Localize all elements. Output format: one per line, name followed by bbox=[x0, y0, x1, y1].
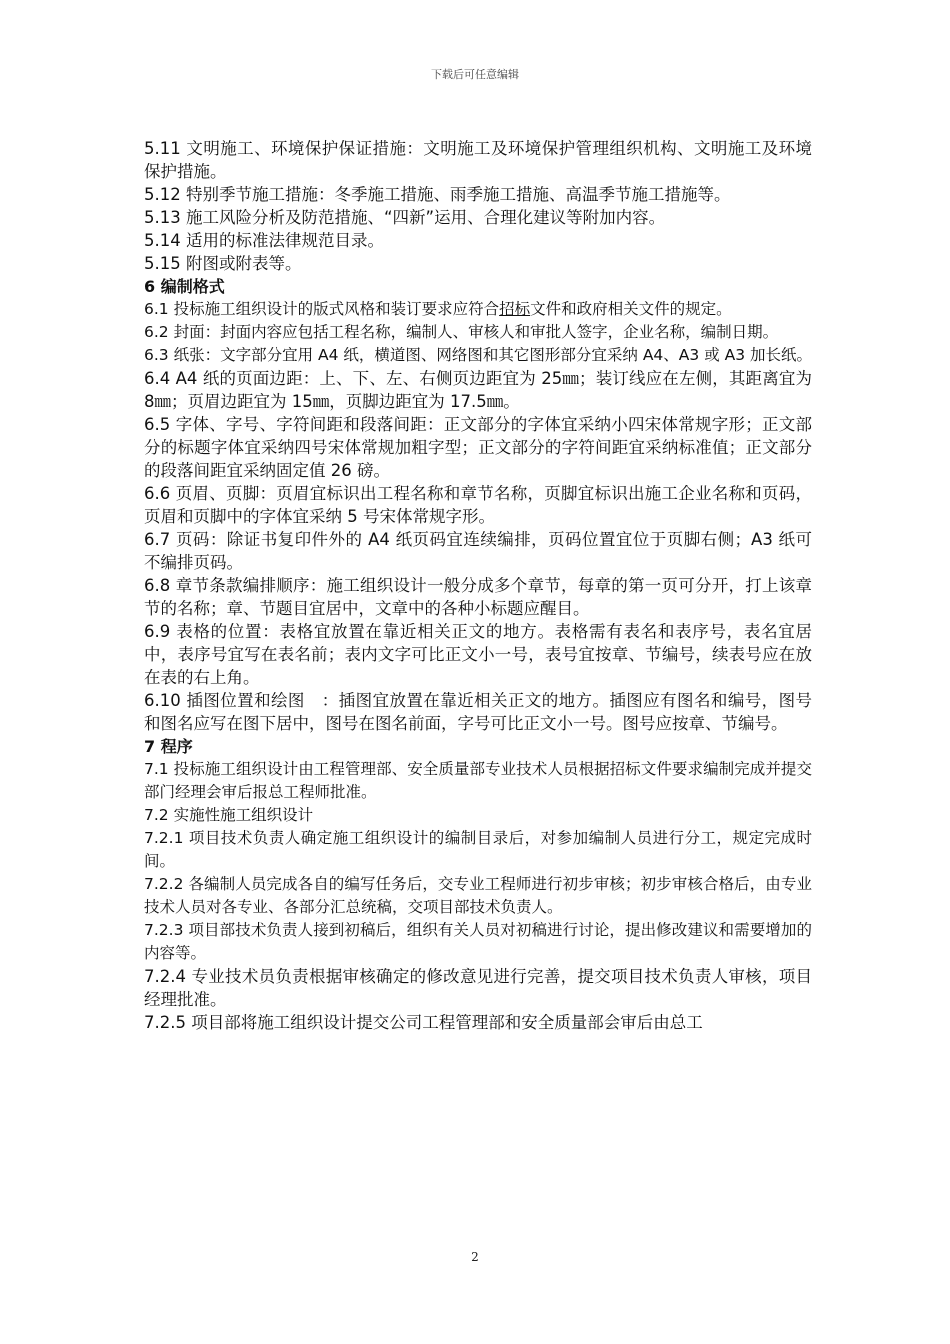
clause-number: 7.2.5 bbox=[144, 1013, 186, 1032]
para-7-2-4 bbox=[144, 965, 812, 1011]
clause-number: 7.2.4 bbox=[144, 967, 186, 986]
clause-number: 5.14 bbox=[144, 231, 181, 250]
clause-text: 插图位置和绘图 ：插图宜放置在靠近相关正文的地方。插图应有图名和编号，图号和图名应写在图下居中，图号在图名前面，字号可比正文小一号。图号应按章、节编号。 bbox=[144, 691, 812, 733]
section-heading-7 bbox=[144, 735, 812, 758]
clause-number: 6.9 bbox=[144, 622, 171, 641]
para-6-5 bbox=[144, 413, 812, 482]
para-7-1 bbox=[144, 758, 812, 804]
para-7-2-2 bbox=[144, 873, 812, 919]
clause-number: 5.11 bbox=[144, 139, 181, 158]
para-5-15 bbox=[144, 252, 812, 275]
para-6-7 bbox=[144, 528, 812, 574]
para-6-1 bbox=[144, 298, 812, 321]
clause-text: 实施性施工组织设计 bbox=[168, 806, 314, 824]
para-6-2 bbox=[144, 321, 812, 344]
document-body bbox=[144, 137, 812, 1034]
para-6-8 bbox=[144, 574, 812, 620]
clause-text: 适用的标准法律规范目录。 bbox=[180, 231, 384, 250]
underlined-term: 招标 bbox=[499, 300, 531, 318]
clause-text: 施工风险分析及防范措施、“四新”运用、合理化建议等附加内容。 bbox=[180, 208, 666, 227]
clause-number: 5.13 bbox=[144, 208, 181, 227]
para-7-2 bbox=[144, 804, 812, 827]
clause-number: 6.8 bbox=[144, 576, 171, 595]
clause-number: 5.12 bbox=[144, 185, 181, 204]
para-5-13 bbox=[144, 206, 812, 229]
para-7-2-1 bbox=[144, 827, 812, 873]
section-number: 7 bbox=[144, 737, 156, 756]
clause-number: 7.2.3 bbox=[144, 921, 184, 939]
clause-text: 页码：除证书复印件外的 A4 纸页码宜连续编排，页码位置宜位于页脚右侧；A3 纸可不编排页码。 bbox=[144, 530, 812, 572]
clause-number: 6.6 bbox=[144, 484, 171, 503]
clause-number: 7.2.2 bbox=[144, 875, 184, 893]
clause-text: 章节条款编排顺序：施工组织设计一般分成多个章节，每章的第一页可分开，打上该章节的名称；章、节题目宜居中，文章中的各种小标题应醒目。 bbox=[144, 576, 812, 618]
clause-text: 封面：封面内容应包括工程名称，编制人、审核人和审批人签字，企业名称，编制日期。 bbox=[168, 323, 779, 341]
clause-number: 7.2.1 bbox=[144, 829, 184, 847]
clause-text: 各编制人员完成各自的编写任务后，交专业工程师进行初步审核；初步审核合格后，由专业技术人员对各专业、各部分汇总统稿，交项目部技术负责人。 bbox=[144, 875, 812, 916]
clause-text: 投标施工组织设计由工程管理部、安全质量部专业技术人员根据招标文件要求编制完成并提交部门经理会审后报总工程师批准。 bbox=[144, 760, 812, 801]
para-6-4 bbox=[144, 367, 812, 413]
page-number: 2 bbox=[471, 1250, 479, 1264]
clause-text: 专业技术员负责根据审核确定的修改意见进行完善，提交项目技术负责人审核，项目经理批准。 bbox=[144, 967, 812, 1009]
clause-number: 6.3 bbox=[144, 346, 169, 364]
para-6-9 bbox=[144, 620, 812, 689]
clause-number: 6.4 bbox=[144, 369, 171, 388]
clause-text: 特别季节施工措施：冬季施工措施、雨季施工措施、高温季节施工措施等。 bbox=[180, 185, 731, 204]
section-title: 程序 bbox=[155, 737, 193, 756]
clause-text: 字体、字号、字符间距和段落间距：正文部分的字体宜采纳小四宋体常规字形；正文部分的标题字体宜采纳四号宋体常规加粗字型；正文部分的字符间距宜采纳标准值；正文部分的段落间距宜采纳固定值 26 磅。 bbox=[144, 415, 812, 480]
para-6-6 bbox=[144, 482, 812, 528]
section-title: 编制格式 bbox=[155, 277, 225, 296]
clause-number: 5.15 bbox=[144, 254, 181, 273]
clause-text: 项目部技术负责人接到初稿后，组织有关人员对初稿进行讨论，提出修改建议和需要增加的内容等。 bbox=[144, 921, 812, 962]
clause-number: 7.1 bbox=[144, 760, 169, 778]
clause-number: 6.7 bbox=[144, 530, 171, 549]
clause-text: 页眉、页脚：页眉宜标识出工程名称和章节名称，页脚宜标识出施工企业名称和页码，页眉和页脚中的字体宜采纳 5 号宋体常规字形。 bbox=[144, 484, 812, 526]
para-5-11 bbox=[144, 137, 812, 183]
clause-number: 6.10 bbox=[144, 691, 181, 710]
clause-number: 7.2 bbox=[144, 806, 169, 824]
clause-number: 6.2 bbox=[144, 323, 169, 341]
clause-text: 附图或附表等。 bbox=[180, 254, 302, 273]
para-6-3 bbox=[144, 344, 812, 367]
clause-number: 6.1 bbox=[144, 300, 169, 318]
clause-text: 文件和政府相关文件的规定。 bbox=[530, 300, 732, 318]
clause-text: 纸张：文字部分宜用 A4 纸，横道图、网络图和其它图形部分宜采纳 A4、A3 或 A3 加长纸。 bbox=[168, 346, 813, 364]
clause-text: A4 纸的页面边距：上、下、左、右侧页边距宜为 25㎜；装订线应在左侧，其距离宜为 8㎜；页眉边距宜为 15㎜，页脚边距宜为 17.5㎜。 bbox=[144, 369, 812, 411]
para-5-12 bbox=[144, 183, 812, 206]
clause-text: 文明施工、环境保护保证措施：文明施工及环境保护管理组织机构、文明施工及环境保护措施。 bbox=[144, 139, 812, 181]
clause-text: 项目技术负责人确定施工组织设计的编制目录后，对参加编制人员进行分工，规定完成时间。 bbox=[144, 829, 812, 870]
clause-text: 表格的位置：表格宜放置在靠近相关正文的地方。表格需有表名和表序号，表名宜居中，表序号宜写在表名前；表内文字可比正文小一号，表号宜按章、节编号，续表号应在放在表的右上角。 bbox=[144, 622, 812, 687]
clause-text: 投标施工组织设计的版式风格和装订要求应符合 bbox=[168, 300, 500, 318]
para-5-14 bbox=[144, 229, 812, 252]
clause-text: 项目部将施工组织设计提交公司工程管理部和安全质量部会审后由总工 bbox=[185, 1013, 703, 1032]
section-number: 6 bbox=[144, 277, 156, 296]
para-7-2-3 bbox=[144, 919, 812, 965]
section-heading-6 bbox=[144, 275, 812, 298]
para-6-10 bbox=[144, 689, 812, 735]
para-7-2-5 bbox=[144, 1011, 812, 1034]
page-header: 下载后可任意编辑 bbox=[431, 68, 519, 81]
clause-number: 6.5 bbox=[144, 415, 171, 434]
